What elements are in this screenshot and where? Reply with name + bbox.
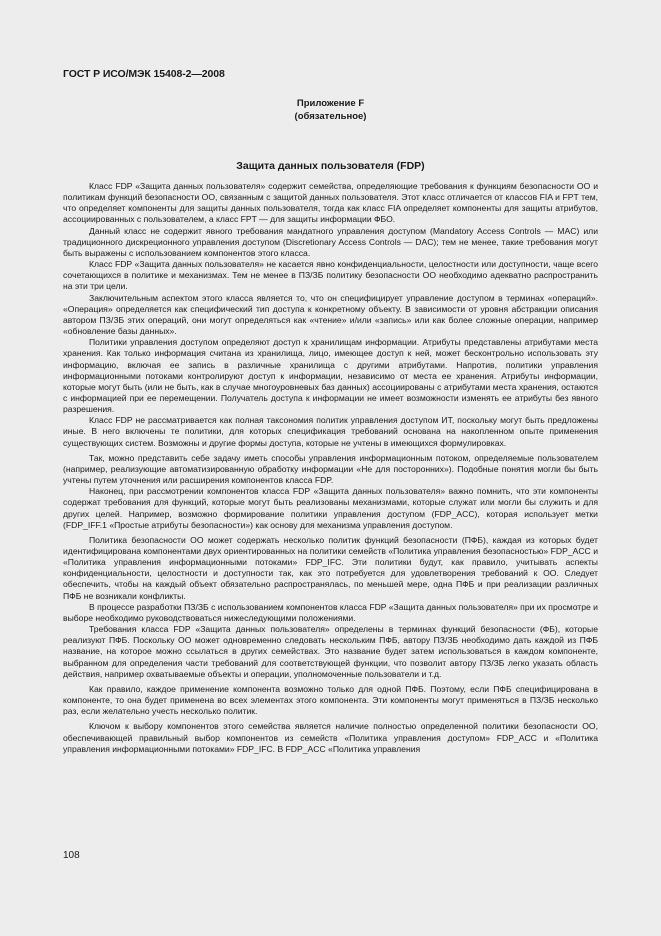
- paragraph: Требования класса FDP «Защита данных пользователя» определены в терминах функций безопасности (ФБ), которые реализуют ПФБ. Поскольку ОО может одновременно следовать нескольким ПФБ, автору ПЗ/ЗБ необходимо дать каждой из ПФБ название, на которое можно ссылаться в других семействах. Это название будет затем использоваться в каждом компоненте, выбранном для определения части требований для соответствующей функции, что позволит автору ПЗ/ЗБ легко указать область действия, например охватываемые объекты и операции, уполномоченные пользователи и т.д.: [63, 624, 598, 679]
- paragraph: Политики управления доступом определяют доступ к хранилищам информации. Атрибуты представлены атрибутами места хранения. Как только информация считана из хранилища, лицо, имеющее доступ к ней, может бесконтрольно использовать эту информацию, включая ее запись в различные хранилища с другими атрибутами. Напротив, политики управления информационными потоками контролируют доступ к информации, независимо от места ее хранения. Атрибуты информации, которые могут быть (или не быть, как в случае многоуровневых баз данных) ассоциированы с атрибутами места хранения, остаются с информацией при ее перемещении. Получатель доступа к информации не имеет возможности изменять ее атрибуты без явного разрешения.: [63, 337, 598, 415]
- paragraph: В процессе разработки ПЗ/ЗБ с использованием компонентов класса FDP «Защита данных пользователя» при их просмотре и выборе необходимо руководствоваться нижеследующими положениями.: [63, 601, 598, 623]
- appendix-title: Приложение F: [296, 98, 365, 109]
- appendix-heading: [0, 97, 661, 123]
- section-title: Защита данных пользователя (FDP): [236, 160, 425, 172]
- appendix-status: (обязательное): [294, 111, 367, 122]
- paragraph: Данный класс не содержит явного требования мандатного управления доступом (Mandatory Access Controls — MAC) или традиционного дискреционного управления доступом (Discretionary Access Controls — DAC); тем не менее, такие требования могут быть выражены с использованием компонентов этого класса.: [63, 225, 598, 258]
- standard-header: ГОСТ Р ИСО/МЭК 15408-2—2008: [63, 68, 225, 80]
- paragraph: Заключительным аспектом этого класса является то, что он специфицирует управление доступом в терминах «операций». «Операция» определяется как специфический тип доступа к конкретному объекту. В зависимости от уровня абстракции описания автором ПЗ/ЗБ этих операций, они могут определяться как «чтение» и/или «запись» или как более сложные операции, например «обновление базы данных».: [63, 292, 598, 337]
- paragraph: Класс FDP «Защита данных пользователя» не касается явно конфиденциальности, целостности или доступности, чаще всего сочетающихся в политике и механизмах. Тем не менее в ПЗ/ЗБ политику безопасности ОО необходимо адекватно распространить на эти три цели.: [63, 259, 598, 292]
- page-number: 108: [63, 850, 80, 861]
- paragraph: Ключом к выбору компонентов этого семейства является наличие полностью определенной политики безопасности ОО, обеспечивающей правильный выбор компонентов из семейств «Политика управления доступом» FDP_ACC и «Политика управления информационными потоками» FDP_IFC. В FDP_ACC «Политика управления: [63, 721, 598, 754]
- paragraph: Класс FDP «Защита данных пользователя» содержит семейства, определяющие требования к функциям безопасности ОО и политикам функций безопасности ОО, связанным с защитой данных пользователя. Этот класс отличается от классов FIA и FPT тем, что определяет компоненты для защиты данных пользователя, тогда как класс FIA определяет компоненты для защиты атрибутов, ассоциированных с пользователем, а класс FPT — для защиты информации ФБО.: [63, 181, 598, 225]
- paragraph: Так, можно представить себе задачу иметь способы управления информационным потоком, определяемые пользователем (например, реализующие автоматизированную обработку информации «Не для посторонних»). Подобные понятия могли бы быть учтены путем уточнения или расширения компонентов класса FDP.: [63, 452, 598, 486]
- document-body: [63, 181, 598, 755]
- paragraph: Наконец, при рассмотрении компонентов класса FDP «Защита данных пользователя» важно помнить, что эти компоненты содержат требования для функций, которые могут быть реализованы механизмами, которые служат или могли бы служить и для других целей. Например, возможно формирование политики управления доступом (FDP_ACC), которая использует метки (FDP_IFF.1 «Простые атрибуты безопасности») как основу для механизма управления доступом.: [63, 486, 598, 530]
- paragraph: Политика безопасности ОО может содержать несколько политик функций безопасности (ПФБ), каждая из которых будет идентифицирована компонентами двух ориентированных на политики семейств «Политика управления безопасностью» FDP_ACC и «Политика управления информационными потоками» FDP_IFC. Эти политики будут, как правило, учитывать аспекты конфиденциальности, целостности и доступности так, как это потребуется для удовлетворения требований к ОО. Следует обеспечить, чтобы на каждый объект обязательно распространялась, по меньшей мере, одна ПФБ и при реализации различных ПФБ не возникали конфликты.: [63, 534, 598, 601]
- paragraph: Как правило, каждое применение компонента возможно только для одной ПФБ. Поэтому, если ПФБ специфицирована в компоненте, то она будет применена во всех элементах этого компонента. Эти компоненты могут применяться в ПЗ/ЗБ несколько раз, если желательно учесть несколько политик.: [63, 683, 598, 717]
- paragraph: Класс FDP не рассматривается как полная таксономия политик управления доступом ИТ, поскольку могут быть предложены иные. В него включены те политики, для которых спецификация требований основана на накопленном опыте применения существующих систем. Возможны и другие формы доступа, которые не учтены в имеющихся формулировках.: [63, 415, 598, 448]
